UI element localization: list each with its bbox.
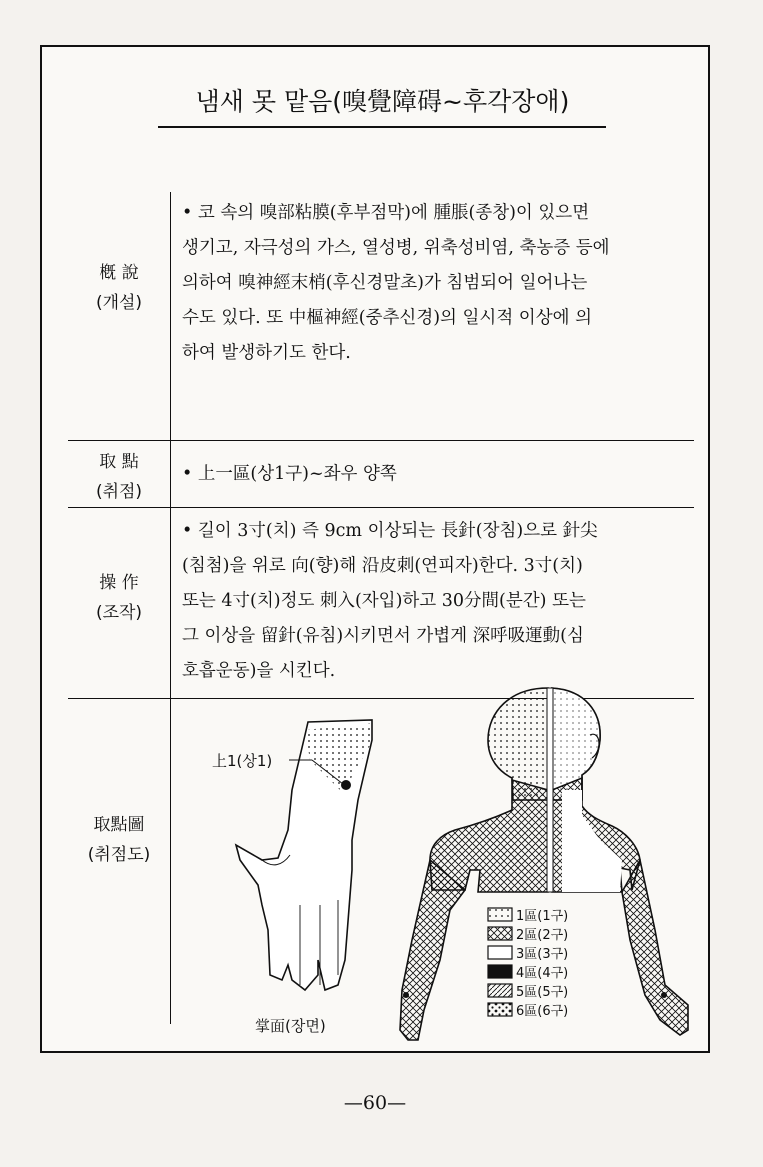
legend-label: 5區(5구) (516, 985, 569, 1000)
label-overview-hanja: 槪 說 (99, 263, 139, 283)
legend-label: 4區(4구) (516, 966, 569, 981)
legend-label: 2區(2구) (516, 928, 569, 943)
text-line: 수도 있다. 또 中樞神經(중추신경)의 일시적 이상에 의 (182, 308, 592, 328)
point-label: 上1(상1) (212, 752, 273, 770)
legend-label: 1區(1구) (516, 909, 569, 924)
legend-label: 6區(6구) (516, 1004, 569, 1019)
zone-legend (487, 905, 602, 1019)
legend-swatch-crosshatch (487, 926, 513, 941)
label-point-hangul: (취점) (95, 482, 143, 502)
text-line: • 길이 3寸(치) 즉 9cm 이상되는 長針(장침)으로 針尖 (182, 521, 598, 541)
text-line: 의하여 嗅神經末梢(후신경말초)가 침범되어 일어나는 (182, 273, 588, 293)
legend-item (487, 924, 602, 943)
legend-item (487, 1000, 602, 1019)
wrist-point-right (661, 992, 667, 998)
text-line: 생기고, 자극성의 가스, 열성병, 위축성비염, 축농증 등에 (182, 238, 610, 258)
legend-swatch-blank (487, 945, 513, 960)
text-line: (침첨)을 위로 向(향)해 沿皮刺(연피자)한다. 3寸(치) (182, 556, 583, 576)
label-point-chart-hangul: (취점도) (87, 845, 151, 865)
legend-item (487, 943, 602, 962)
label-procedure-hanja: 操 作 (99, 573, 139, 593)
text-line: • 코 속의 嗅部粘膜(후부점막)에 腫脹(종창)이 있으면 (182, 203, 590, 223)
label-point-hanja: 取 點 (99, 452, 139, 472)
text-line: 또는 4寸(치)정도 刺入(자입)하고 30分間(분간) 또는 (182, 591, 586, 611)
legend-item (487, 905, 602, 924)
legend-item (487, 962, 602, 981)
legend-swatch-sparse-dots (487, 907, 513, 922)
legend-swatch-coarse-dots (487, 1002, 513, 1017)
legend-swatch-diagonal (487, 983, 513, 998)
text-line: 그 이상을 留針(유침)시키면서 가볍게 深呼吸運動(심 (182, 626, 584, 646)
legend-swatch-solid (487, 964, 513, 979)
label-overview-hangul: (개설) (95, 293, 143, 313)
page-title: 냄새 못 맡음(嗅覺障碍~후각장애) (195, 87, 570, 116)
hand-caption: 掌面(장면) (255, 1017, 326, 1035)
label-procedure-hangul: (조작) (95, 603, 143, 623)
text-line: 호흡운동)을 시킨다. (182, 661, 336, 681)
legend-item (487, 981, 602, 1000)
label-point-chart-hanja: 取點圖 (93, 815, 145, 835)
text-line: • 上一區(상1구)~좌우 양쪽 (182, 464, 397, 484)
legend-label: 3區(3구) (516, 947, 569, 962)
acupoint-marker (341, 780, 351, 790)
wrist-point-left (403, 992, 409, 998)
text-line: 하여 발생하기도 한다. (182, 343, 351, 363)
page-number: —60— (343, 1092, 407, 1114)
